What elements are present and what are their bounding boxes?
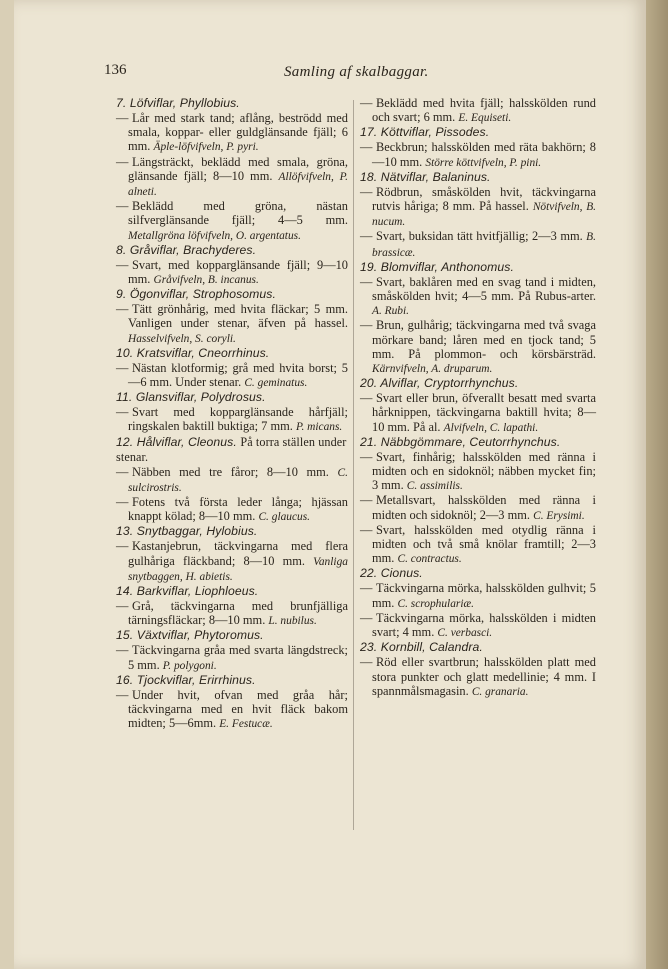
species-name: Vanliga snytbaggen, H. abietis.: [128, 555, 348, 583]
entry-description: Fotens två första leder långa; hjässan knappt kölad; 8—10 mm.: [128, 495, 348, 524]
species-name: Större köttvifveln, P. pini.: [425, 156, 542, 169]
column-divider: [353, 100, 354, 830]
species-entry: [116, 361, 348, 390]
entry-dash: —: [360, 610, 373, 625]
species-name: C. geminatus.: [244, 377, 308, 390]
species-entry: [116, 539, 348, 584]
entry-dash: —: [116, 687, 129, 702]
species-section: [360, 170, 596, 260]
entry-dash: —: [360, 184, 373, 199]
species-entry: [360, 275, 596, 319]
section-heading-text: 20. Alviflar, Cryptorrhynchus.: [360, 376, 519, 391]
species-name: C. Erysimi.: [533, 509, 585, 522]
species-entry: [116, 465, 348, 495]
species-name: E. Equiseti.: [458, 112, 512, 125]
entry-dash: —: [116, 599, 129, 614]
section-heading-text: 10. Kratsviflar, Cneorrhinus.: [116, 345, 270, 360]
entry-description: Röd eller svartbrun; halsskölden platt med stora punkter och glatt medellinie; 4 mm. I spannmålsmagasin.: [372, 655, 596, 698]
entry-dash: —: [116, 302, 129, 317]
entry-dash: —: [116, 360, 129, 375]
section-heading: [360, 566, 596, 581]
entry-dash: —: [116, 464, 129, 479]
running-head: [104, 62, 580, 84]
species-section: [360, 260, 596, 376]
species-name: C. contractus.: [397, 553, 462, 566]
species-section: [116, 628, 348, 672]
species-section: [116, 346, 348, 390]
entry-dash: —: [360, 318, 373, 333]
species-section: [116, 524, 348, 584]
section-heading-text: 13. Snytbaggar, Hylobius.: [116, 524, 258, 539]
species-entry: [360, 185, 596, 230]
species-entry: [116, 302, 348, 346]
entry-description: Metallsvart, halsskölden med ränna i midten och sidoknöl; 2—3 mm.: [372, 493, 596, 522]
entry-dash: —: [360, 655, 373, 670]
entry-dash: —: [360, 581, 373, 596]
species-name: Allöfvifveln, P. alneti.: [128, 170, 348, 199]
section-heading: [360, 260, 596, 275]
section-heading: [116, 287, 348, 302]
page-number: 136: [104, 62, 127, 78]
species-entry: [116, 405, 348, 434]
species-entry: [360, 493, 596, 522]
book-spine: [646, 0, 668, 969]
section-heading-text: 14. Barkviflar, Liophloeus.: [116, 584, 259, 599]
section-heading-text: 9. Ögonviflar, Strophosomus.: [116, 287, 276, 302]
entry-description: Lår med stark tand; aflång, beströdd med smala, koppar- eller guldglänsande fjäll; 6 mm.: [128, 111, 348, 154]
entry-description: Täckvingarna mörka, halsskölden gulhvit; 5 mm.: [372, 581, 596, 610]
entry-dash: —: [360, 274, 373, 289]
section-heading: [116, 628, 348, 643]
entry-description: Rödbrun, småskölden hvit, täckvingarna rutvis håriga; 8 mm. På hassel.: [372, 184, 596, 214]
species-name: Kärnvifveln, A. druparum.: [372, 363, 493, 376]
section-heading: [360, 170, 596, 185]
species-entry: [360, 611, 596, 640]
section-heading-text: 23. Kornbill, Calandra.: [360, 640, 483, 655]
entry-description: Beklädd med gröna, nästan silfverglänsande fjäll; 4—5 mm.: [128, 199, 348, 228]
species-section: [360, 566, 596, 640]
entry-description: Beckbrun; halsskölden med räta bakhörn; 8—10 mm.: [372, 140, 596, 169]
section-heading: [116, 243, 348, 258]
section-heading: [116, 346, 348, 361]
species-entry: [360, 581, 596, 610]
species-section: [116, 243, 348, 287]
species-name: Nötvifveln, B. nucum.: [372, 201, 597, 229]
entry-dash: —: [360, 522, 373, 537]
species-section: [116, 287, 348, 346]
species-name: Alvifveln, C. lapathi.: [443, 421, 539, 434]
section-heading: [116, 524, 348, 539]
section-heading-text: 11. Glansviflar, Polydrosus.: [116, 390, 266, 405]
entry-description: Täckvingarna gråa med svarta längdstreck; 5 mm.: [128, 643, 348, 672]
entry-dash: —: [360, 96, 373, 110]
entry-description: Under hvit, ofvan med gråa hår; täckvingarna med en hvit fläck bakom midten; 5—6mm.: [128, 687, 348, 731]
section-heading: [116, 673, 348, 688]
entry-dash: —: [116, 495, 129, 510]
entry-description: Svart, halsskölden med otydlig ränna i midten och två små knölar framtill; 2—3 mm.: [372, 522, 596, 566]
species-entry: [116, 155, 348, 200]
species-entry: [116, 258, 348, 287]
species-section: [116, 584, 348, 628]
section-heading-text: 17. Köttviflar, Pissodes.: [360, 125, 490, 140]
species-section: [116, 435, 348, 525]
entry-description: Svart, buksidan tätt hvitfjällig; 2—3 mm.: [376, 229, 583, 244]
section-heading-text: 19. Blomviflar, Anthonomus.: [360, 259, 514, 274]
entry-description: Svart eller brun, öfverallt besatt med svarta hårknippen, täckvingarna baktill hvita; 8—10 mm. På al.: [372, 391, 596, 434]
species-entry: [360, 391, 596, 435]
entry-dash: —: [360, 391, 373, 406]
section-heading-text: 22. Cionus.: [360, 566, 423, 581]
entry-dash: —: [116, 154, 129, 169]
species-entry: [360, 140, 596, 169]
species-entry: [116, 111, 348, 155]
entry-description: Svart, finhårig; halsskölden med ränna i midten och en sidoknöl; näbben mycket fin; 3 mm.: [372, 449, 596, 493]
species-section: [360, 376, 596, 435]
species-entry: [360, 450, 596, 494]
entry-dash: —: [116, 405, 129, 420]
entry-description: Svart, med kopparglänsande fjäll; 9—10 mm.: [128, 257, 348, 287]
section-heading-text: 21. Näbbgömmare, Ceutorrhynchus.: [360, 434, 561, 449]
section-heading: [116, 96, 348, 111]
species-entry: [360, 523, 596, 567]
section-heading-text: 7. Löfviflar, Phyllobius.: [116, 96, 240, 110]
species-name: C. granaria.: [471, 685, 529, 698]
species-section: [116, 390, 348, 434]
section-heading: [360, 125, 596, 140]
species-name: C. verbasci.: [437, 627, 493, 640]
species-name: A. Rubi.: [372, 305, 410, 318]
species-section: [116, 673, 348, 732]
entry-dash: —: [116, 539, 129, 554]
species-section: [360, 640, 596, 699]
section-heading: [116, 435, 348, 465]
species-name: Metallgröna löfvifveln, O. argentatus.: [128, 229, 301, 242]
entry-dash: —: [360, 140, 373, 155]
section-heading: [360, 435, 596, 450]
species-entry: [116, 495, 348, 524]
species-entry: [360, 229, 596, 259]
species-name: C. assimilis.: [406, 480, 463, 493]
species-entry: [360, 318, 596, 376]
entry-dash: —: [360, 229, 373, 244]
species-section: [360, 435, 596, 567]
entry-description: Svart, baklåren med en svag tand i midten, småskölden hvit; 4—5 mm. På Rubus-arter.: [372, 274, 596, 304]
species-entry: [116, 643, 348, 672]
species-name: P. micans.: [295, 421, 343, 434]
species-name: Äple-löfvifveln, P. pyri.: [153, 141, 259, 154]
species-name: C. glaucus.: [258, 511, 311, 524]
left-column: [116, 96, 348, 732]
section-heading-text: 18. Nätviflar, Balaninus.: [360, 169, 491, 184]
species-entry: [116, 688, 348, 732]
species-entry: [360, 96, 596, 125]
species-entry: [360, 655, 596, 699]
entry-dash: —: [116, 111, 129, 125]
species-section: [116, 96, 348, 243]
species-section: [360, 125, 596, 169]
species-name: Gråvifveln, B. incanus.: [153, 274, 259, 287]
entry-description: Nästan klotformig; grå med hvita borst; 5—6 mm. Under stenar.: [128, 360, 348, 390]
section-heading-text: 15. Växtviflar, Phytoromus.: [116, 628, 264, 643]
entry-dash: —: [360, 449, 373, 464]
species-name: E. Festucæ.: [219, 718, 273, 731]
species-name: B. brassicæ.: [372, 231, 596, 259]
entry-dash: —: [116, 643, 129, 658]
entry-description: Näbben med tre fåror; 8—10 mm.: [132, 464, 329, 479]
section-heading: [360, 376, 596, 391]
entry-description: Tätt grönhårig, med hvita fläckar; 5 mm. Vanligen under stenar, äfven på hassel.: [128, 302, 348, 331]
section-heading: [116, 584, 348, 599]
entry-description: Längsträckt, beklädd med smala, gröna, glänsande fjäll; 8—10 mm.: [128, 154, 348, 183]
species-name: P. polygoni.: [162, 659, 217, 672]
species-name: C. sulcirostris.: [128, 466, 348, 494]
section-heading: [360, 640, 596, 655]
entry-description: Kastanjebrun, täckvingarna med flera gulhåriga fläckband; 8—10 mm.: [128, 539, 348, 568]
section-heading: [116, 390, 348, 405]
entry-description: Brun, gulhårig; täckvingarna med två svaga mörkare band; låren med en tjock tand; 5 mm. På plommon- och körsbärsträd.: [372, 318, 596, 361]
entry-dash: —: [116, 199, 129, 214]
section-heading-text: 8. Gråviflar, Brachyderes.: [116, 242, 257, 257]
species-section: [360, 96, 596, 125]
section-heading-text: 12. Hålviflar, Cleonus.: [116, 434, 237, 449]
entry-description: Täckvingarna mörka, halsskölden i midten svart; 4 mm.: [372, 610, 596, 640]
book-title: Samling af skalbaggar.: [284, 64, 429, 80]
entry-dash: —: [116, 257, 129, 272]
right-column: [360, 96, 596, 699]
species-name: C. scrophulariæ.: [397, 597, 474, 610]
species-entry: [116, 199, 348, 243]
entry-description: Grå, täckvingarna med brunfjälliga tärningsfläckar; 8—10 mm.: [128, 599, 348, 628]
species-name: L. nubilus.: [268, 615, 317, 628]
entry-description: Svart med kopparglänsande hårfjäll; ringskalen baktill buktiga; 7 mm.: [128, 405, 348, 434]
section-heading-note: På torra ställen under stenar.: [116, 434, 347, 464]
entry-dash: —: [360, 493, 373, 508]
species-entry: [116, 599, 348, 628]
species-name: Hasselvifveln, S. coryli.: [128, 332, 236, 345]
entry-description: Beklädd med hvita fjäll; halsskölden rund och svart; 6 mm.: [372, 96, 596, 125]
section-heading-text: 16. Tjockviflar, Erirrhinus.: [116, 672, 256, 687]
